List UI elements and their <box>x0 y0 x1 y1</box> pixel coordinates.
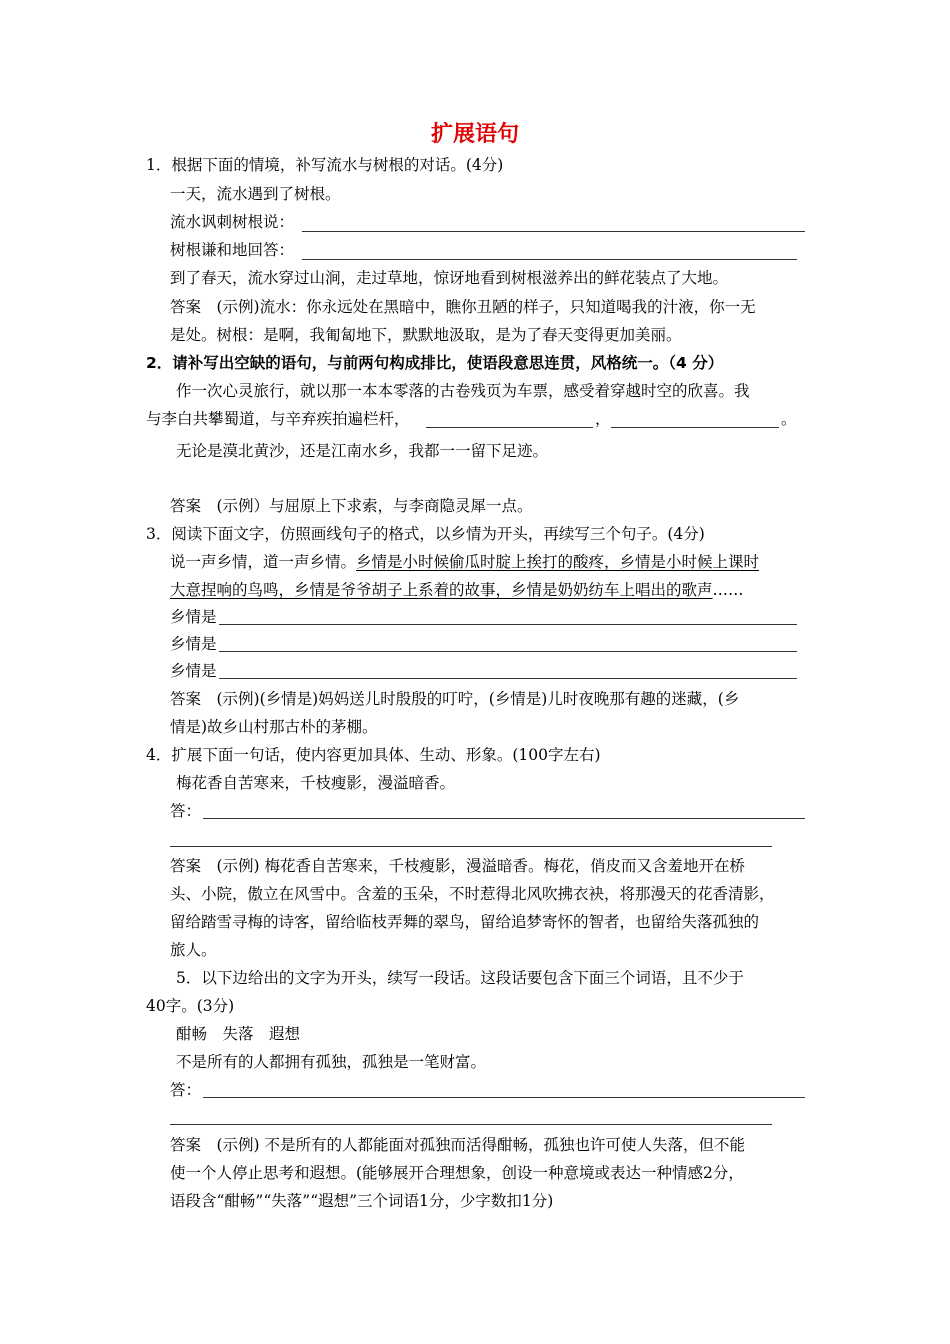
q3-blank-1[interactable] <box>219 624 797 625</box>
q4-sentence: 梅花香自苦寒来，千枝瘦影，漫溢暗香。 <box>176 774 456 792</box>
q2-answer-1: 答案 (示例）与屈原上下求索，与李商隐灵犀一点。 <box>170 497 533 515</box>
q3-underlined-2: 大意捏响的鸟鸣，乡情是爷爷胡子上系着的故事，乡情是奶奶纺车上唱出的歌声 <box>170 581 713 599</box>
q5-blank-2[interactable] <box>170 1124 772 1125</box>
q3-underlined-1: 乡情是小时候偷瓜时腚上挨打的酸疼，乡情是小时候上课时 <box>356 553 760 571</box>
q1-blank-2[interactable] <box>302 259 797 260</box>
q3-answer-1: 答案 (示例)(乡情是)妈妈送儿时殷殷的叮咛，(乡情是)儿时夜晚那有趣的迷藏，(乡 <box>170 690 740 708</box>
q3-blank-2[interactable] <box>219 651 797 652</box>
q5-answer-3: 语段含“酣畅”“失落”“遐想”三个词语1分，少字数扣1分) <box>170 1192 554 1210</box>
q4-answer-2: 头、小院，傲立在风雪中。含羞的玉朵，不时惹得北风吹拂衣袂，将那漫天的花香清影， <box>170 885 775 903</box>
q5-blank-1[interactable] <box>203 1097 805 1098</box>
q2-blank-1[interactable] <box>426 427 593 428</box>
q3-blank-3[interactable] <box>219 678 797 679</box>
q2-para-3: 无论是漠北黄沙，还是江南水乡，我都一一留下足迹。 <box>176 442 549 460</box>
q4-answer-3: 留给踏雪寻梅的诗客，留给临枝弄舞的翠鸟，留给追梦寄怀的智者，也留给失落孤独的 <box>170 913 760 931</box>
q4-answer-1: 答案 (示例) 梅花香自苦寒来，千枝瘦影，漫溢暗香。梅花，俏皮而又含羞地开在桥 <box>170 857 746 875</box>
q5-answer-label: 答： <box>170 1081 202 1099</box>
q1-answer-1: 答案 (示例)流水：你永远处在黑暗中，瞧你丑陋的样子，只知道喝我的汁液，你一无 <box>170 298 756 316</box>
q2-period: 。 <box>781 410 797 428</box>
q3-prompt-2: 乡情是 <box>170 635 217 653</box>
q4-answer-4: 旅人。 <box>170 941 217 959</box>
q1-line-1: 一天，流水遇到了树根。 <box>170 185 341 203</box>
q3-ellipsis: …… <box>712 581 744 599</box>
q2-para-2a: 与李白共攀蜀道，与辛弃疾拍遍栏杆， <box>146 410 410 428</box>
q4-stem: 4．扩展下面一句话，使内容更加具体、生动、形象。(100字左右) <box>146 746 601 764</box>
q3-answer-2: 情是)故乡山村那古朴的茅棚。 <box>170 718 378 736</box>
q4-blank-1[interactable] <box>203 818 805 819</box>
page-title: 扩展语句 <box>430 122 519 147</box>
q1-stem: 1．根据下面的情境，补写流水与树根的对话。(4分) <box>146 156 504 174</box>
q4-blank-2[interactable] <box>170 846 772 847</box>
q5-stem-1: 5．以下边给出的文字为开头，续写一段话。这段话要包含下面三个词语，且不少于 <box>176 969 744 987</box>
q5-stem-2: 40字。(3分) <box>146 997 235 1015</box>
q2-blank-2[interactable] <box>611 427 779 428</box>
q1-answer-2: 是处。树根：是啊，我匍匐地下，默默地汲取，是为了春天变得更加美丽。 <box>170 326 682 344</box>
q3-stem: 3．阅读下面文字，仿照画线句子的格式，以乡情为开头，再续写三个句子。(4分) <box>146 525 705 543</box>
q1-line-4: 到了春天，流水穿过山涧，走过草地，惊讶地看到树根滋养出的鲜花装点了大地。 <box>170 269 729 287</box>
q5-sentence: 不是所有的人都拥有孤独，孤独是一笔财富。 <box>176 1053 487 1071</box>
q2-comma: ， <box>595 410 611 428</box>
q5-answer-1: 答案 (示例) 不是所有的人都能面对孤独而活得酣畅，孤独也许可使人失落，但不能 <box>170 1136 746 1154</box>
q5-words: 酣畅 失落 遐想 <box>176 1025 301 1043</box>
q1-line-2: 流水讽刺树根说： <box>170 213 295 231</box>
q3-prompt-3: 乡情是 <box>170 662 217 680</box>
q4-answer-label: 答： <box>170 802 202 820</box>
q3-para-1-intro: 说一声乡情，道一声乡情。 <box>170 553 357 571</box>
q1-blank-1[interactable] <box>302 231 805 232</box>
q2-para-1: 作一次心灵旅行，就以那一本本零落的古卷残页为车票，感受着穿越时空的欣喜。我 <box>176 382 750 400</box>
q3-para-2 <box>170 579 744 601</box>
q5-answer-2: 使一个人停止思考和遐想。(能够展开合理想象，创设一种意境或表达一种情感2分， <box>170 1164 744 1182</box>
q1-line-3: 树根谦和地回答： <box>170 241 295 259</box>
q3-prompt-1: 乡情是 <box>170 608 217 626</box>
q3-para-1 <box>170 551 759 573</box>
q2-stem: 2．请补写出空缺的语句，与前两句构成排比，使语段意思连贯，风格统一。（4 分） <box>146 354 724 372</box>
